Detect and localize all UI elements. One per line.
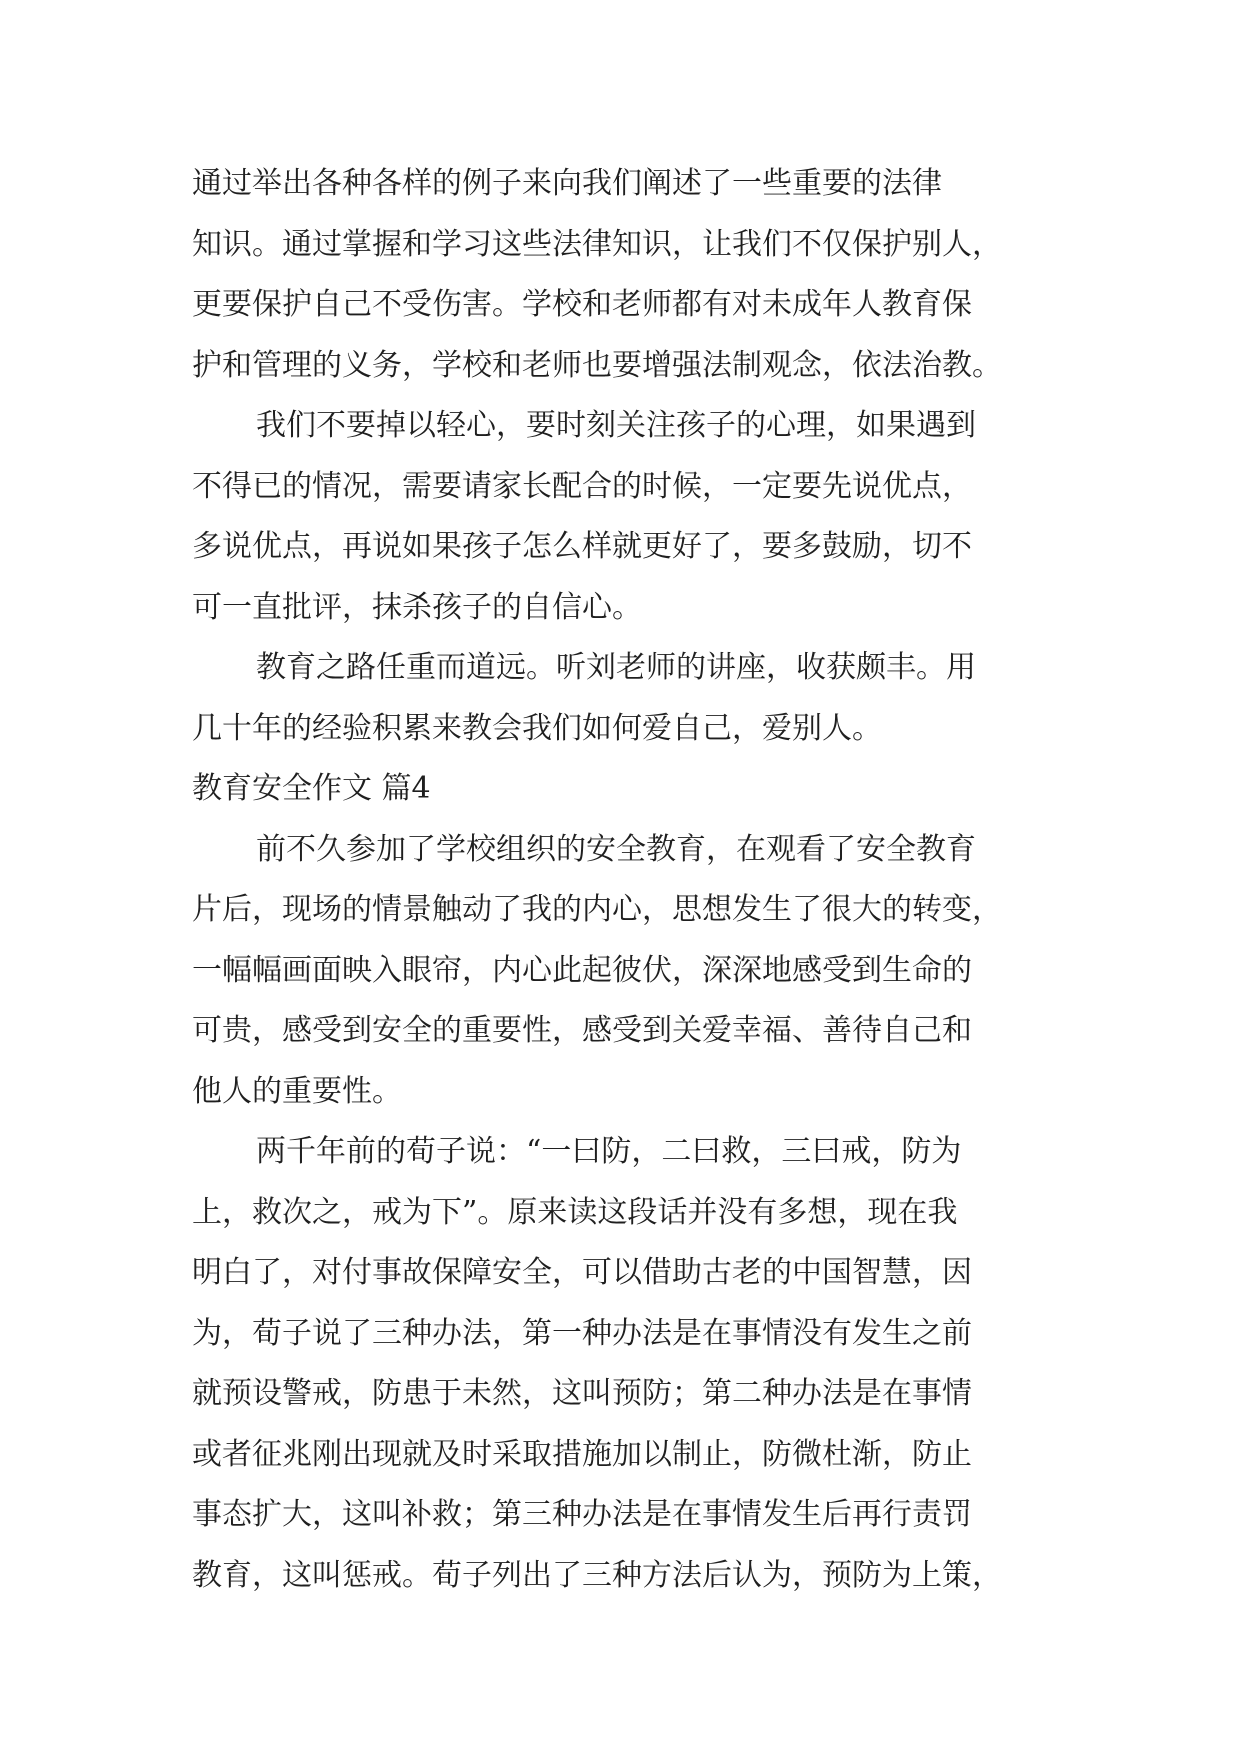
text-line: 教育之路任重而道远。听刘老师的讲座，收获颇丰。用 (256, 650, 976, 685)
text-line: 一幅幅画面映入眼帘，内心此起彼伏，深深地感受到生命的 (192, 952, 972, 988)
section-heading: 教育安全作文 篇4 (192, 771, 431, 806)
text-line: 明白了，对付事故保障安全，可以借助古老的中国智慧，因 (192, 1255, 972, 1290)
text-line: 前不久参加了学校组织的安全教育，在观看了安全教育 (256, 831, 976, 867)
text-line: 两千年前的荀子说：“一曰防，二曰救，三曰戒，防为 (256, 1134, 962, 1169)
text-line: 事态扩大，这叫补救；第三种办法是在事情发生后再行责罚 (192, 1497, 972, 1532)
text-line: 他人的重要性。 (192, 1073, 402, 1109)
text-line: 知识。通过掌握和学习这些法律知识，让我们不仅保护别人， (192, 226, 1002, 262)
text-line: 几十年的经验积累来教会我们如何爱自己，爱别人。 (192, 710, 882, 746)
text-line: 多说优点，再说如果孩子怎么样就更好了，要多鼓励，切不 (192, 529, 972, 564)
text-line: 片后，现场的情景触动了我的内心，思想发生了很大的转变， (192, 892, 1002, 927)
text-line: 护和管理的义务，学校和老师也要增强法制观念，依法治教。 (192, 347, 1002, 383)
text-line: 就预设警戒，防患于未然，这叫预防；第二种办法是在事情 (192, 1376, 972, 1411)
text-line: 不得已的情况，需要请家长配合的时候，一定要先说优点， (192, 468, 972, 504)
text-line: 通过举出各种各样的例子来向我们阐述了一些重要的法律 (192, 166, 942, 201)
text-line: 可一直批评，抹杀孩子的自信心。 (192, 589, 642, 625)
text-line: 或者征兆刚出现就及时采取措施加以制止，防微杜渐，防止 (192, 1436, 972, 1472)
text-line: 可贵，感受到安全的重要性，感受到关爱幸福、善待自己和 (192, 1013, 972, 1048)
text-line: 教育，这叫惩戒。荀子列出了三种方法后认为，预防为上策， (192, 1557, 1002, 1593)
document-body (192, 154, 1072, 1606)
text-line: 上，救次之，戒为下”。原来读这段话并没有多想，现在我 (192, 1194, 958, 1230)
text-line: 更要保护自己不受伤害。学校和老师都有对未成年人教育保 (192, 287, 972, 322)
text-line: 我们不要掉以轻心，要时刻关注孩子的心理，如果遇到 (256, 408, 976, 443)
text-line: 为，荀子说了三种办法，第一种办法是在事情没有发生之前 (192, 1315, 972, 1351)
